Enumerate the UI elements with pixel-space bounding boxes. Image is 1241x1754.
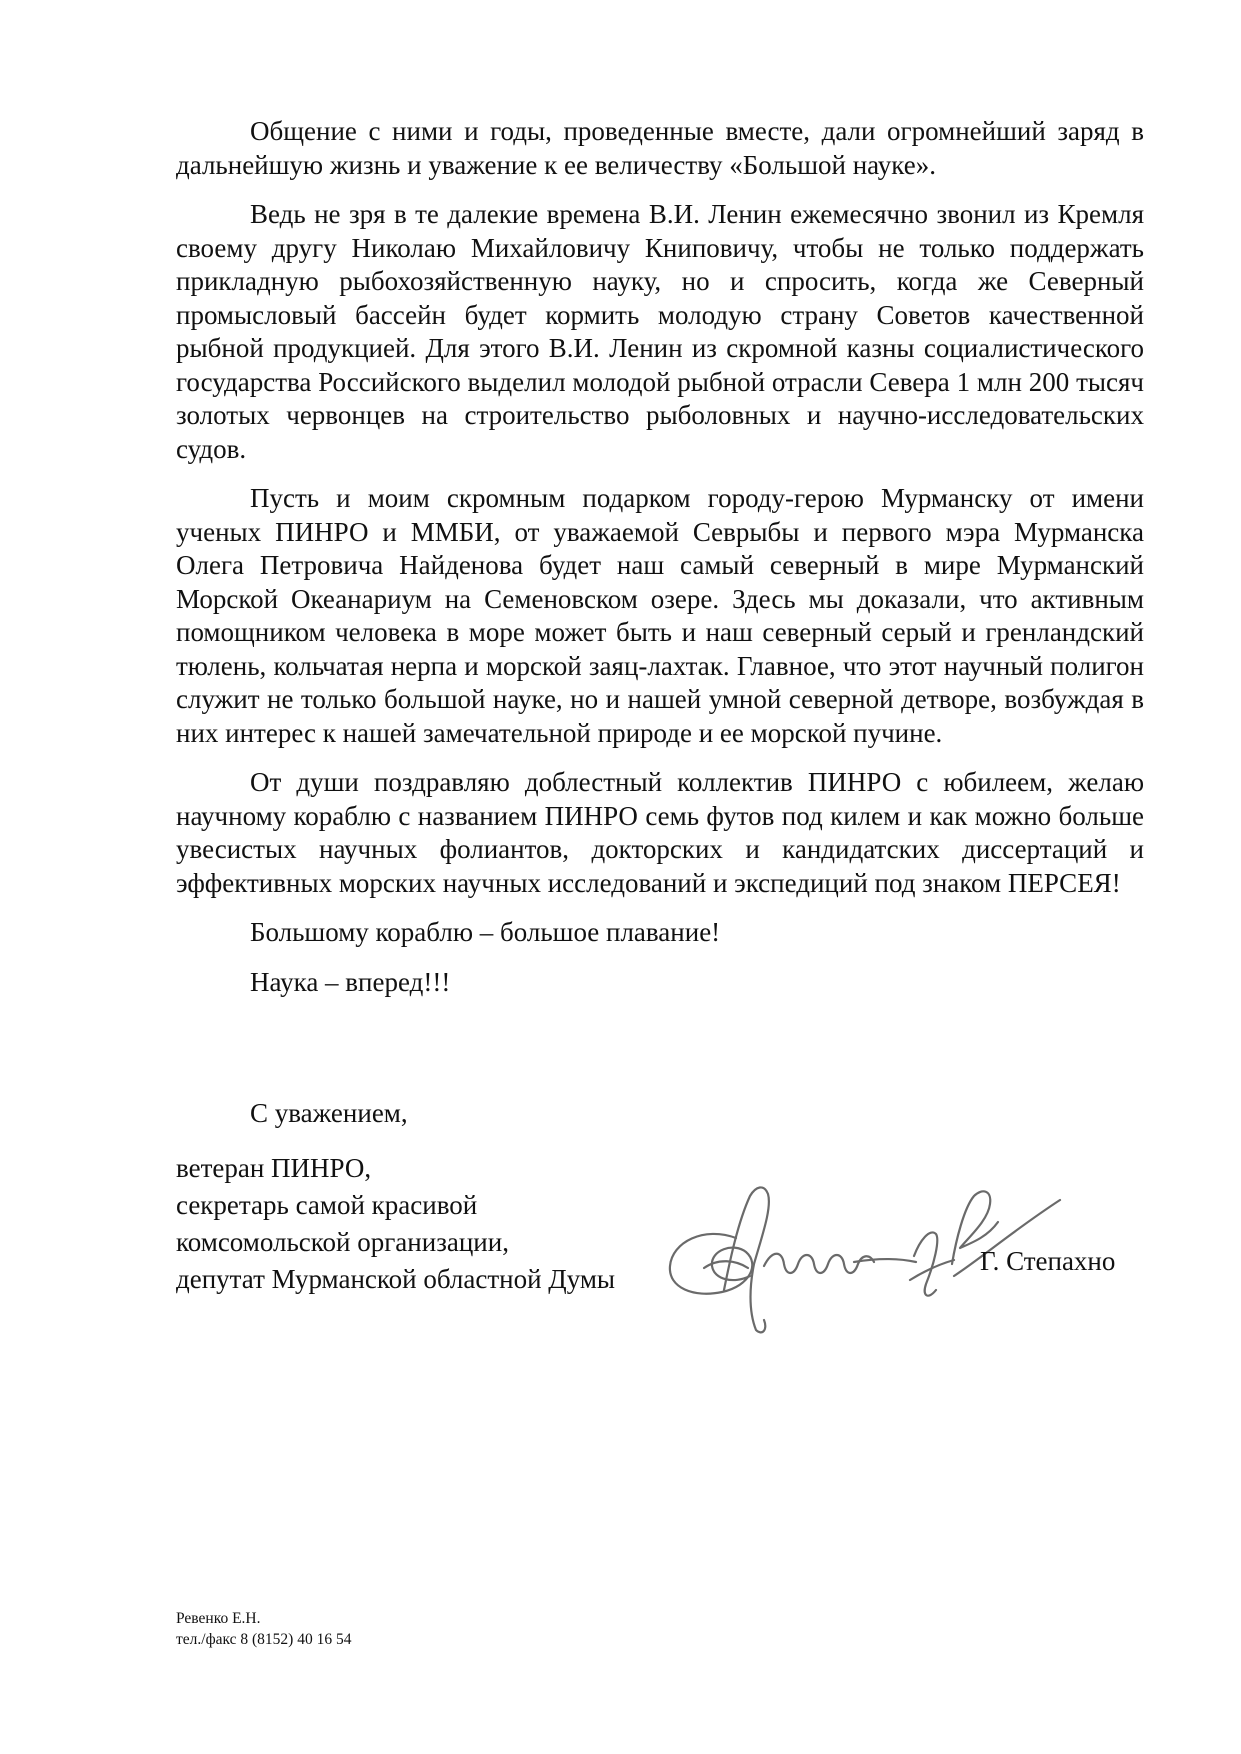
paragraph-2: Ведь не зря в те далекие времена В.И. Ленин ежемесячно звонил из Кремля своему другу Николаю Михайловичу Книповичу, чтобы не только поддержать прикладную рыбохозяйственную науку, но и спросить, когда же Северный промысловый бассейн будет кормить молодую страну Советов качественной рыбной продукцией. Для этого В.И. Ленин из скромной казны социалистического государства Российского выделил молодой рыбной отрасли Севера 1 млн 200 тысяч золотых червонцев на строительство рыболовных и научно-исследовательских судов.	[176, 199, 1144, 464]
signer-line: ветеран ПИНРО,	[176, 1153, 372, 1183]
contact-phone: тел./факс 8 (8152) 40 16 54	[176, 1631, 352, 1648]
paragraph-1: Общение с ними и годы, проведенные вместе, дали огромнейший заряд в дальнейшую жизнь и уважение к ее величеству «Большой науке».	[176, 116, 1144, 180]
signer-line: секретарь самой красивой	[176, 1190, 478, 1220]
paragraph-4: От души поздравляю доблестный коллектив ПИНРО с юбилеем, желаю научному кораблю с названием ПИНРО семь футов под килем и как можно больше увесистых научных фолиантов, докторских и кандидатских диссертаций и эффективных морских научных исследований и экспедиций под знаком ПЕРСЕЯ!	[176, 767, 1144, 898]
signer-line: депутат Мурманской областной Думы	[176, 1264, 616, 1294]
paragraph-5: Большому кораблю – большое плавание!	[250, 917, 721, 947]
contact-name: Ревенко Е.Н.	[176, 1610, 261, 1627]
signer-title-block	[176, 1150, 615, 1298]
signer-line: комсомольской организации,	[176, 1227, 509, 1257]
paragraph-6: Наука – вперед!!!	[250, 966, 451, 997]
footer-contact	[176, 1608, 351, 1650]
paragraph-3: Пусть и моим скромным подарком городу-герою Мурманску от имени ученых ПИНРО и ММБИ, от уважаемой Севрыбы и первого мэра Мурманска Олега Петровича Найденова будет наш самый северный в мире Мурманский Морской Океанариум на Семеновском озере. Здесь мы доказали, что активным помощником человека в море может быть и наш северный серый и гренландский тюлень, кольчатая нерпа и морской заяц-лахтак. Главное, что этот научный полигон служит не только большой науке, но и нашей умной северной детворе, возбуждая в них интерес к нашей замечательной природе и ее морской пучине.	[176, 483, 1144, 748]
signer-name: Г. Степахно	[980, 1246, 1116, 1276]
closing-phrase: С уважением,	[250, 1098, 408, 1128]
letter-body	[176, 115, 1144, 1015]
